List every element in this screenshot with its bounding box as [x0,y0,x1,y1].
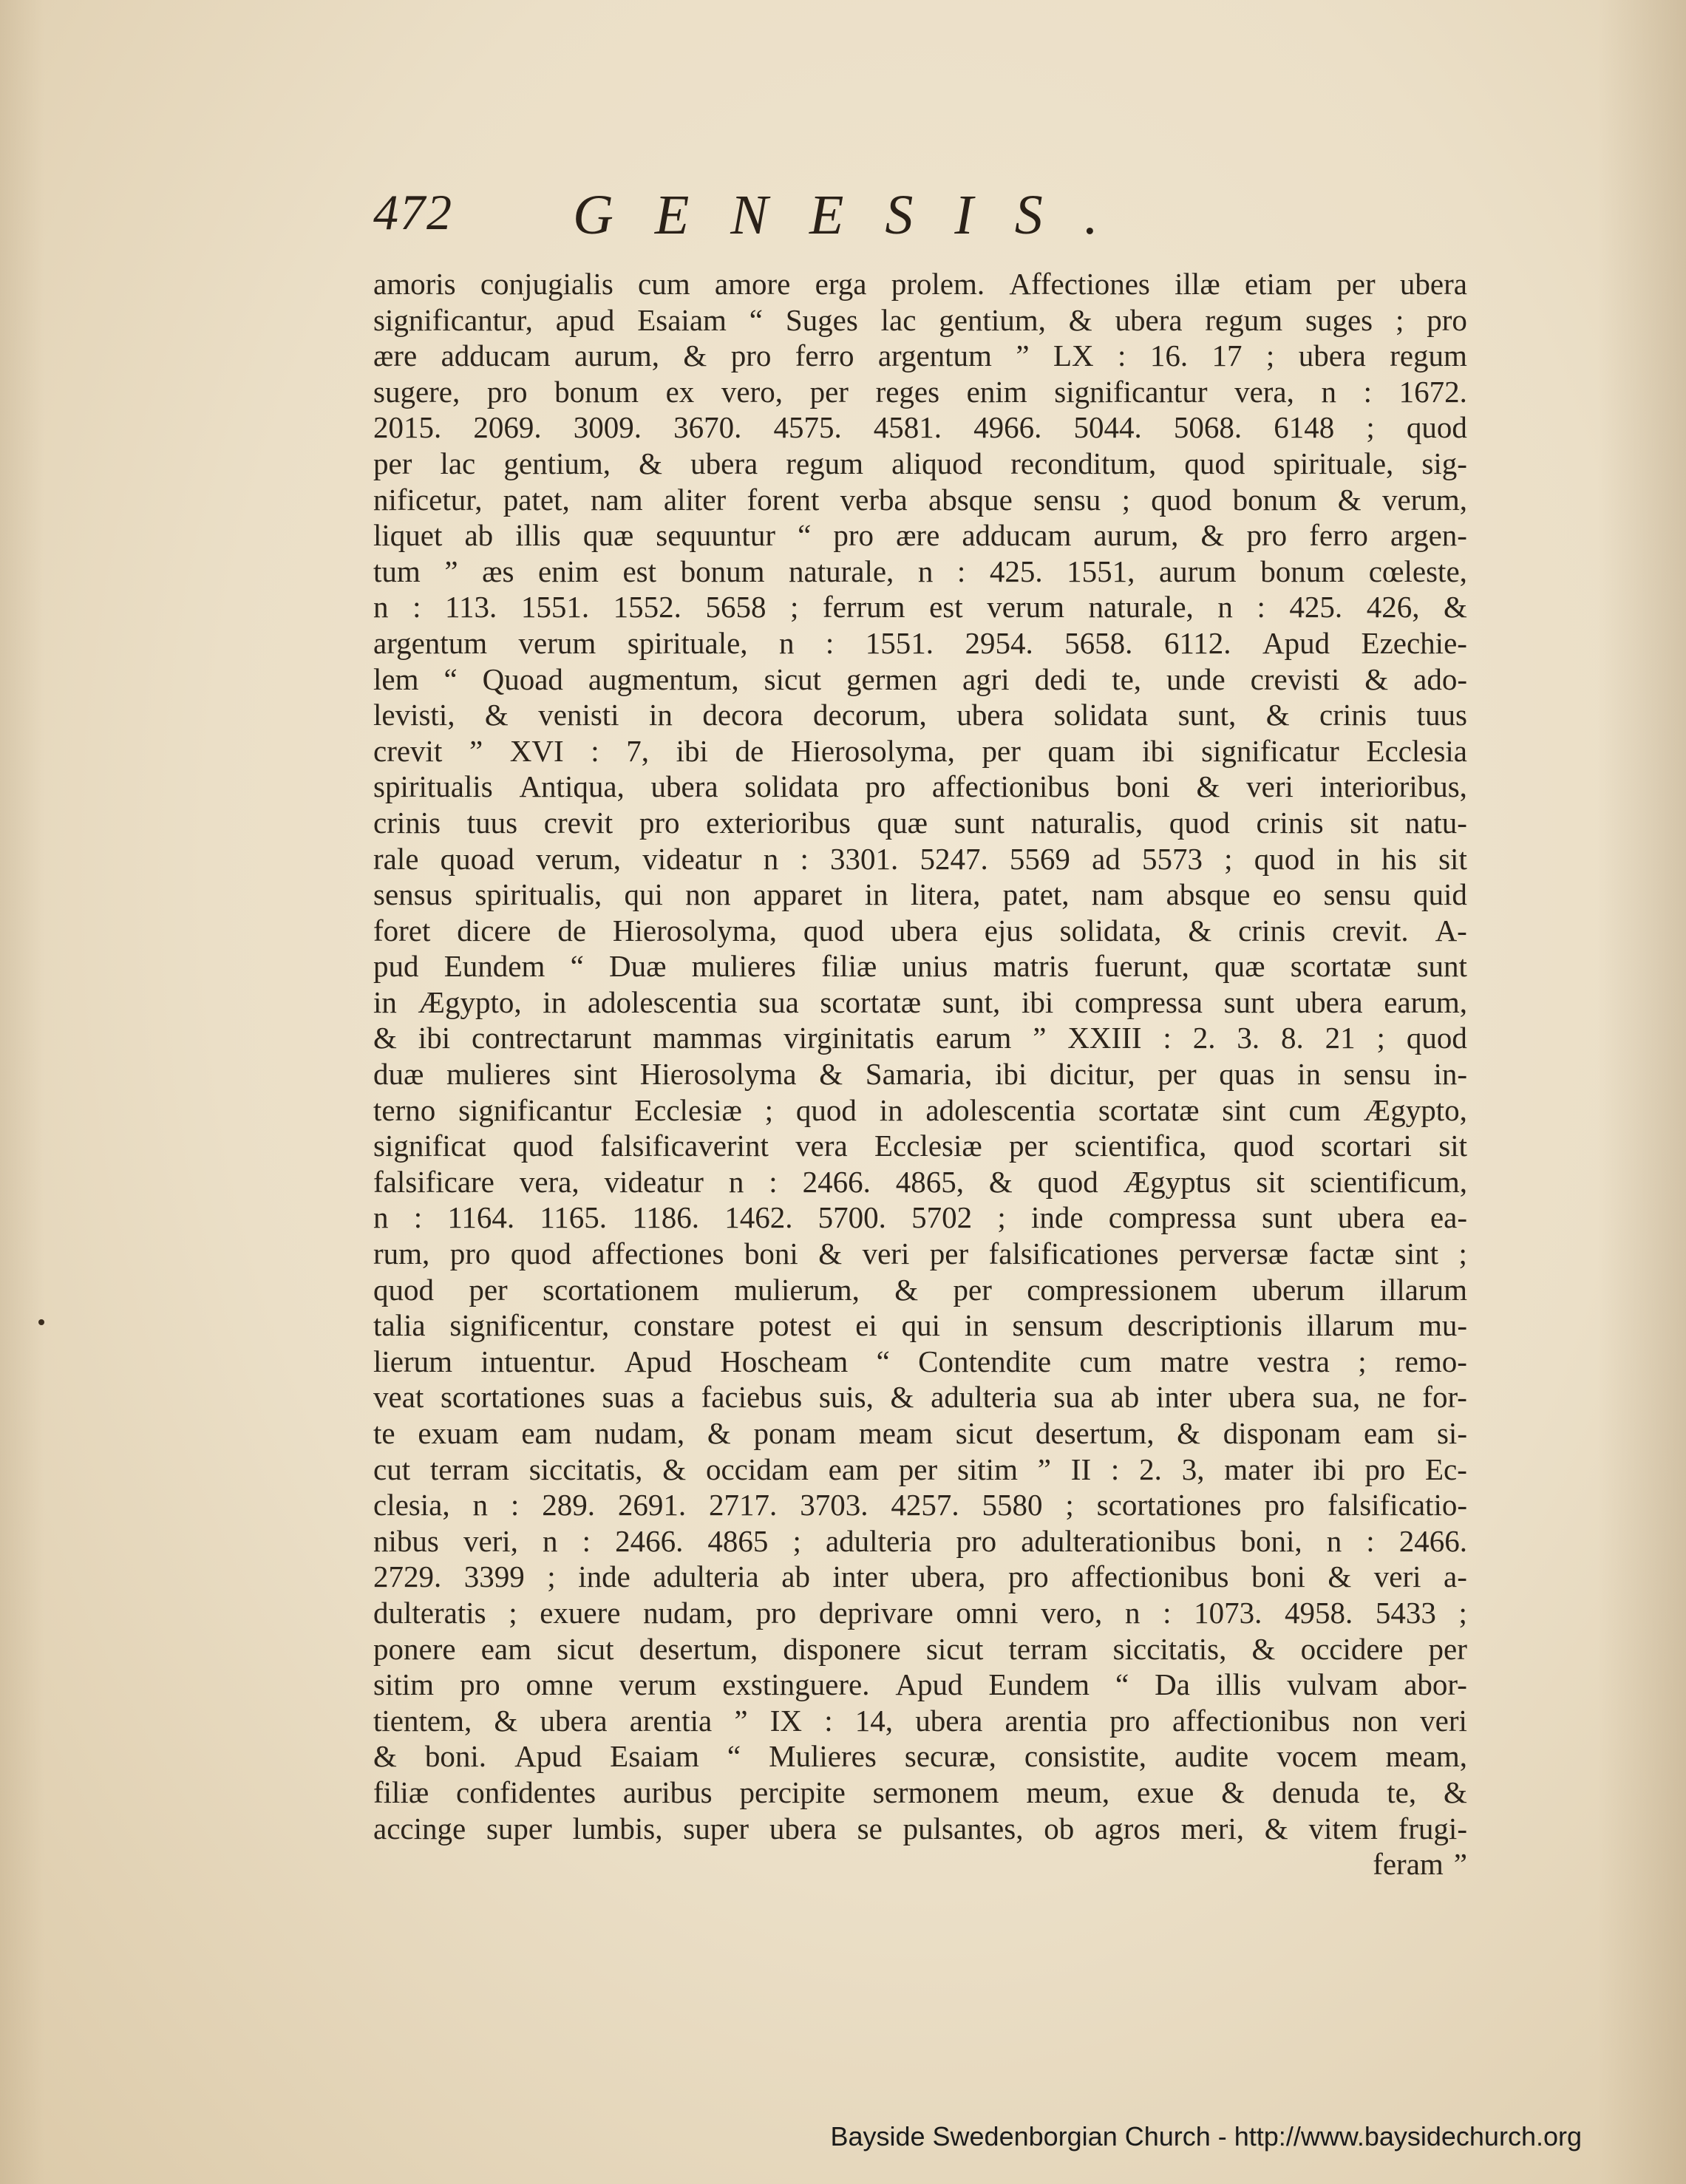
page-gutter-shadow [0,0,44,2184]
text-line: falsificare vera, videatur n : 2466. 4865, & quod Ægyptus sit scientificum, [373,1164,1467,1199]
text-line: terno significantur Ecclesiæ ; quod in adolescentia scortatæ sint cum Ægypto, [373,1092,1467,1127]
text-line: & boni. Apud Esaiam “ Mulieres securæ, consistite, audite vocem meam, [373,1739,1467,1774]
text-line: te exuam eam nudam, & ponam meam sicut desertum, & disponam eam si- [373,1416,1467,1450]
text-line: in Ægypto, in adolescentia sua scortatæ sunt, ibi compressa sunt ubera earum, [373,984,1467,1019]
text-line: & ibi contrectarunt mammas virginitatis earum ” XXIII : 2. 3. 8. 21 ; quod [373,1021,1467,1055]
text-line: amoris conjugialis cum amore erga prolem. Affectiones illæ etiam per ubera [373,267,1467,301]
running-title: GENESIS. [573,184,1140,246]
text-line: levisti, & venisti in decora decorum, ubera solidata sunt, & crinis tuus [373,698,1467,732]
text-line: tientem, & ubera arentia ” IX : 14, ubera arentia pro affectionibus non veri [373,1703,1467,1738]
text-line: veat scortationes suas a faciebus suis, & adulteria sua ab inter ubera sua, ne for- [373,1380,1467,1415]
text-line: ponere eam sicut desertum, disponere sicut terram siccitatis, & occidere per [373,1631,1467,1666]
text-line: accinge super lumbis, super ubera se pulsantes, ob agros meri, & vitem frugi- [373,1811,1467,1845]
text-line: filiæ confidentes auribus percipite sermonem meum, exue & denuda te, & [373,1775,1467,1809]
text-line: tum ” æs enim est bonum naturale, n : 425. 1551, aurum bonum cœleste, [373,554,1467,588]
ink-speck [38,1319,44,1325]
text-line: feram ” [1373,1847,1467,1882]
text-line: cut terram siccitatis, & occidam eam per sitim ” II : 2. 3, mater ibi pro Ec- [373,1452,1467,1486]
text-line: crevit ” XVI : 7, ibi de Hierosolyma, per quam ibi significatur Ecclesia [373,733,1467,768]
text-line: pud Eundem “ Duæ mulieres filiæ unius matris fuerunt, quæ scortatæ sunt [373,949,1467,984]
text-line: lem “ Quoad augmentum, sicut germen agri dedi te, unde crevisti & ado- [373,661,1467,696]
body-text [373,266,1467,1882]
text-line: crinis tuus crevit pro exterioribus quæ sunt naturalis, quod crinis sit natu- [373,805,1467,840]
text-line: lierum intuentur. Apud Hoscheam “ Contendite cum matre vestra ; remo- [373,1344,1467,1378]
text-line: talia significentur, constare potest ei qui in sensum descriptionis illarum mu- [373,1308,1467,1343]
text-line: sitim pro omne verum exstinguere. Apud Eundem “ Da illis vulvam abor- [373,1667,1467,1702]
text-line: nibus veri, n : 2466. 4865 ; adulteria pro adulterationibus boni, n : 2466. [373,1523,1467,1558]
watermark: Bayside Swedenborgian Church - http://www.baysidechurch.org [830,2121,1582,2151]
text-line: ære adducam aurum, & pro ferro argentum ” LX : 16. 17 ; ubera regum [373,339,1467,373]
text-line: 2729. 3399 ; inde adulteria ab inter ubera, pro affectionibus boni & veri a- [373,1559,1467,1594]
text-line: nificetur, patet, nam aliter forent verba absque sensu ; quod bonum & verum, [373,482,1467,517]
text-line: argentum verum spirituale, n : 1551. 2954. 5658. 6112. Apud Ezechie- [373,625,1467,660]
text-line: sugere, pro bonum ex vero, per reges enim significantur vera, n : 1672. [373,374,1467,409]
text-line: significantur, apud Esaiam “ Suges lac gentium, & ubera regum suges ; pro [373,302,1467,337]
text-line: significat quod falsificaverint vera Ecclesiæ per scientifica, quod scortari sit [373,1129,1467,1163]
text-line: rale quoad verum, videatur n : 3301. 5247. 5569 ad 5573 ; quod in his sit [373,841,1467,876]
text-line: liquet ab illis quæ sequuntur “ pro ære adducam aurum, & pro ferro argen- [373,518,1467,553]
text-line: foret dicere de Hierosolyma, quod ubera ejus solidata, & crinis crevit. A- [373,913,1467,948]
text-line: quod per scortationem mulierum, & per compressionem uberum illarum [373,1272,1467,1307]
text-line: n : 1164. 1165. 1186. 1462. 5700. 5702 ; inde compressa sunt ubera ea- [373,1200,1467,1235]
text-line: n : 113. 1551. 1552. 5658 ; ferrum est verum naturale, n : 425. 426, & [373,590,1467,625]
page-header [373,183,1482,257]
text-line: 2015. 2069. 3009. 3670. 4575. 4581. 4966. 5044. 5068. 6148 ; quod [373,410,1467,445]
page-number: 472 [373,184,453,240]
text-line: clesia, n : 289. 2691. 2717. 3703. 4257. 5580 ; scortationes pro falsificatio- [373,1488,1467,1523]
text-line: per lac gentium, & ubera regum aliquod reconditum, quod spirituale, sig- [373,446,1467,480]
text-line: dulteratis ; exuere nudam, pro deprivare omni vero, n : 1073. 4958. 5433 ; [373,1595,1467,1630]
text-line: sensus spiritualis, qui non apparet in litera, patet, nam absque eo sensu quid [373,877,1467,912]
page-edge-shadow [1597,0,1686,2184]
text-line: duæ mulieres sint Hierosolyma & Samaria, ibi dicitur, per quas in sensu in- [373,1057,1467,1092]
text-line: spiritualis Antiqua, ubera solidata pro affectionibus boni & veri interioribus, [373,769,1467,804]
text-line: rum, pro quod affectiones boni & veri per falsificationes perversæ factæ sint ; [373,1236,1467,1271]
